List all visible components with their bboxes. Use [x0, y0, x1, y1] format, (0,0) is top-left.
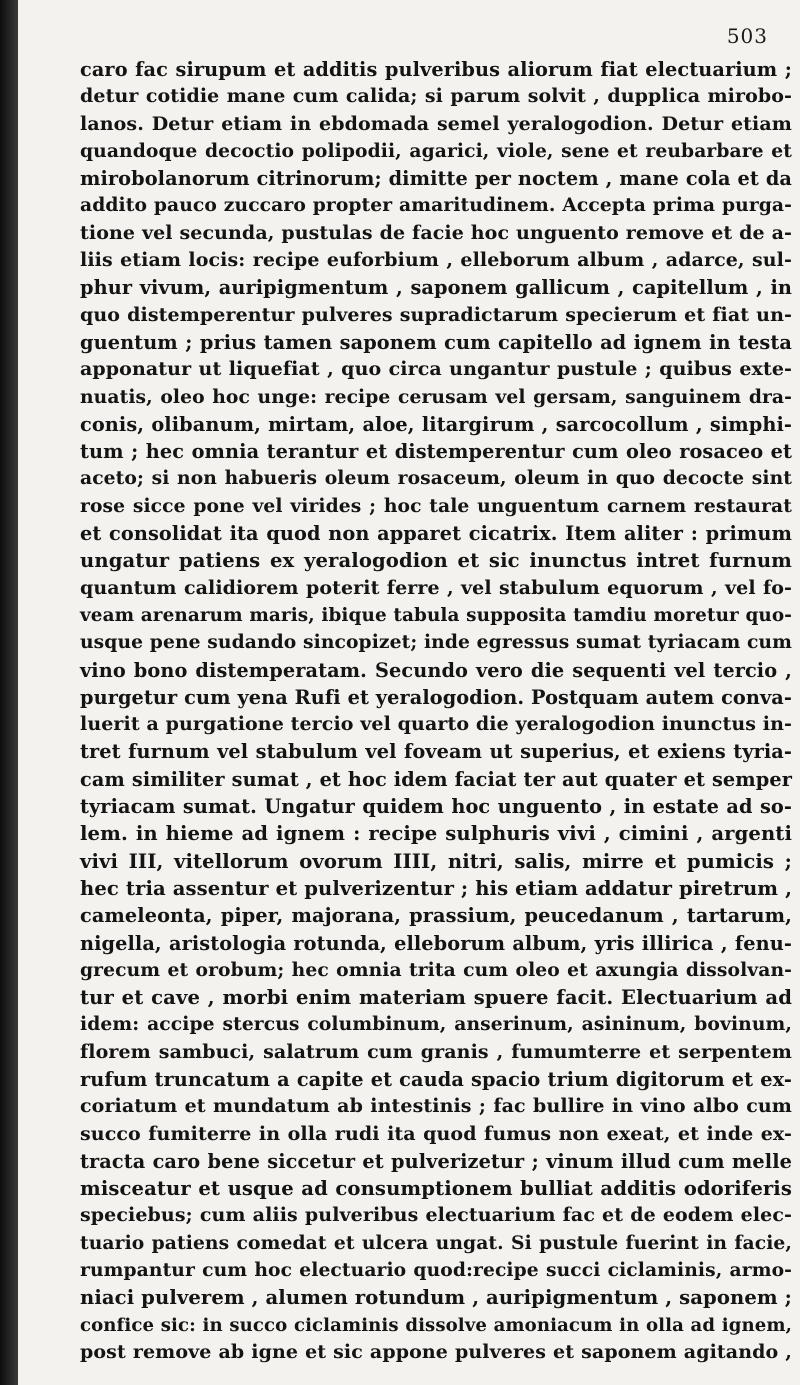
text-line: tret furnum vel stabulum vel foveam ut superius, et exiens tyria- — [80, 740, 792, 764]
text-line: detur cotidie mane cum calida; si parum solvit , dupplica mirobo- — [80, 85, 792, 108]
text-line: tum ; hec omnia terantur et distemperentur cum oleo rosaceo et — [80, 440, 792, 464]
text-line: nuatis, oleo hoc unge: recipe cerusam vel gersam, sanguinem dra- — [80, 385, 792, 408]
text-line: vino bono distemperatam. Secundo vero die sequenti vel tercio , — [80, 658, 792, 682]
text-line: idem: accipe stercus columbinum, anserinum, asininum, bovinum, — [80, 1013, 792, 1036]
text-line: addito pauco zuccaro propter amaritudinem. Accepta prima purga- — [80, 194, 792, 217]
scan-edge-shadow — [0, 0, 18, 1385]
text-line: quo distemperentur pulveres supradictarum specierum et fiat un- — [80, 303, 792, 326]
text-line: lem. in hieme ad ignem : recipe sulphuris vivi , cimini , argenti — [80, 822, 792, 846]
text-line: quantum calidiorem poterit ferre , vel stabulum equorum , vel fo- — [80, 576, 792, 599]
text-line: coriatum et mundatum ab intestinis ; fac bullire in vino albo cum — [80, 1095, 792, 1118]
text-line: ungatur patiens ex yeralogodion et sic inunctus intret furnum — [80, 549, 792, 573]
text-line: misceatur et usque ad consumptionem bulliat additis odoriferis — [80, 1177, 792, 1201]
text-line: lanos. Detur etiam in ebdomada semel yeralogodion. Detur etiam — [80, 112, 792, 135]
text-line: mirobolanorum citrinorum; dimitte per noctem , mane cola et da — [80, 167, 792, 191]
text-line: rufum truncatum a capite et cauda spacio trium digitorum et ex- — [80, 1067, 792, 1091]
text-line: quandoque decoctio polipodii, agarici, viole, sene et reubarbare et — [80, 139, 792, 162]
text-line: florem sambuci, salatrum cum granis , fumumterre et serpentem — [80, 1040, 792, 1063]
text-line: post remove ab igne et sic appone pulveres et saponem agitando , — [80, 1340, 792, 1363]
text-line: tione vel secunda, pustulas de facie hoc unguento remove et de a- — [80, 221, 792, 244]
text-line: vivi III, vitellorum ovorum IIII, nitri, salis, mirre et pumicis ; — [80, 849, 792, 873]
text-line: rumpantur cum hoc electuario quod:recipe succi ciclaminis, armo- — [80, 1259, 792, 1282]
text-line: tuario patiens comedat et ulcera ungat. Si pustule fuerint in facie, — [80, 1231, 792, 1254]
text-line: tracta caro bene siccetur et pulverizetur ; vinum illud cum melle — [80, 1149, 792, 1173]
text-line: caro fac sirupum et additis pulveribus aliorum fiat electuarium ; — [80, 58, 792, 81]
text-line: tur et cave , morbi enim materiam spuere facit. Electuarium ad — [80, 986, 792, 1010]
text-line: usque pene sudando sincopizet; inde egressus sumat tyriacam cum — [80, 631, 792, 654]
text-line: cameleonta, piper, majorana, prassium, peucedanum , tartarum, — [80, 904, 792, 928]
text-line: hec tria assentur et pulverizentur ; his etiam addatur piretrum , — [80, 876, 792, 900]
text-line: phur vivum, auripigmentum , saponem gallicum , capitellum , in — [80, 276, 792, 300]
text-line: purgetur cum yena Rufi et yeralogodion. Postquam autem conva- — [80, 685, 792, 709]
body-text — [80, 56, 792, 1366]
text-line: niaci pulverem , alumen rotundum , auripigmentum , saponem ; — [80, 1286, 793, 1310]
text-line: nigella, aristologia rotunda, elleborum album, yris illirica , fenu- — [80, 931, 792, 955]
text-line: cam similiter sumat , et hoc idem faciat ter aut quater et semper — [80, 767, 792, 791]
book-page — [18, 0, 800, 1385]
text-line: speciebus; cum aliis pulveribus electuarium fac et de eodem elec- — [80, 1204, 792, 1227]
text-line: luerit a purgatione tercio vel quarto die yeralogodion inunctus in- — [80, 713, 792, 736]
text-line: tyriacam sumat. Ungatur quidem hoc unguento , in estate ad so- — [80, 795, 792, 819]
text-line: succo fumiterre in olla rudi ita quod fumus non exeat, et inde ex- — [80, 1122, 792, 1145]
text-line: et consolidat ita quod non apparet cicatrix. Item aliter : primum — [80, 522, 792, 546]
text-line: conis, olibanum, mirtam, aloe, litargirum , sarcocollum , simphi- — [80, 412, 792, 436]
text-line: confice sic: in succo ciclaminis dissolve amoniacum in olla ad ignem, — [80, 1314, 792, 1336]
text-line: apponatur ut liquefiat , quo circa ungantur pustule ; quibus exte- — [80, 358, 792, 381]
text-line: grecum et orobum; hec omnia trita cum oleo et axungia dissolvan- — [80, 958, 792, 981]
text-line: aceto; si non habueris oleum rosaceum, oleum in quo decocte sint — [80, 467, 792, 490]
page-number: 503 — [726, 24, 768, 48]
text-line: veam arenarum maris, ibique tabula supposita tamdiu moretur quo- — [80, 604, 792, 626]
text-line: liis etiam locis: recipe euforbium , elleborum album , adarce, sul- — [80, 249, 792, 272]
text-line: rose sicce pone vel virides ; hoc tale unguentum carnem restaurat — [80, 494, 792, 517]
text-line: guentum ; prius tamen saponem cum capitello ad ignem in testa — [80, 330, 792, 354]
